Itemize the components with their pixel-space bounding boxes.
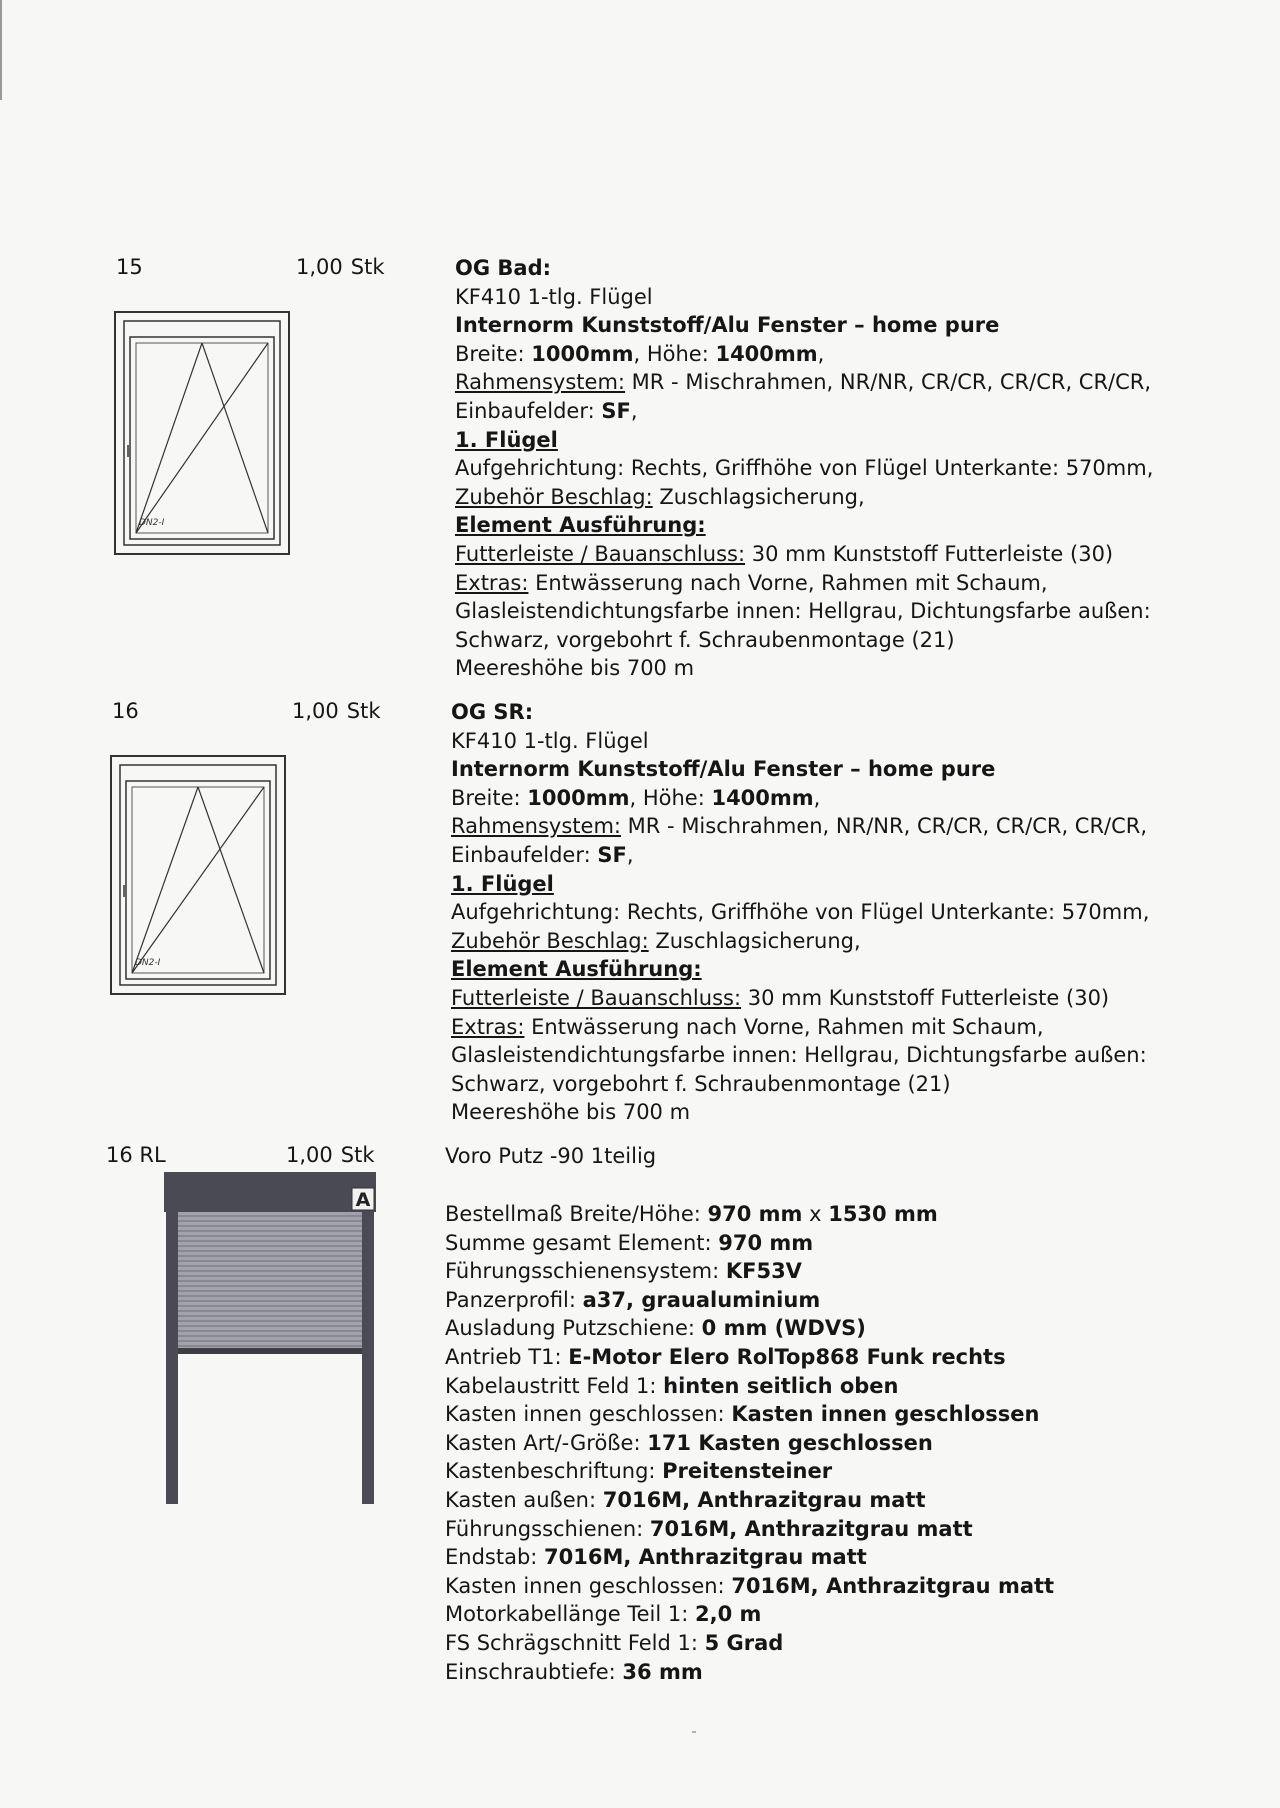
size-line: Breite: 1000mm, Höhe: 1400mm, — [455, 341, 825, 366]
shutter-specs — [445, 1200, 1054, 1686]
meereshoehe-line: Meereshöhe bis 700 m — [455, 656, 695, 681]
product-title: Internorm Kunststoff/Alu Fenster – home pure — [451, 757, 996, 782]
spec-label: Führungsschienen: — [445, 1516, 650, 1541]
fluegel-heading: 1. Flügel — [455, 427, 558, 452]
spec-line — [445, 1429, 1054, 1458]
position-number: 16 — [112, 699, 139, 723]
shutter-end-bar — [178, 1348, 362, 1354]
spec-line — [445, 1286, 1054, 1315]
aufgehrichtung-line: Aufgehrichtung: Rechts, Griffhöhe von Flügel Unterkante: 570mm, — [451, 900, 1150, 925]
spec-line — [445, 1543, 1054, 1572]
position-description — [451, 698, 1149, 1127]
size-line: Breite: 1000mm, Höhe: 1400mm, — [451, 785, 821, 810]
extras-line: Extras: Entwässerung nach Vorne, Rahmen mit Schaum, — [455, 570, 1048, 595]
spec-label: Panzerprofil: — [445, 1287, 583, 1312]
rahmensystem-line: Rahmensystem: MR - Mischrahmen, NR/NR, CR/CR, CR/CR, CR/CR, — [455, 370, 1152, 395]
spec-label: FS Schrägschnitt Feld 1: — [445, 1630, 705, 1655]
spec-value: 36 mm — [622, 1659, 703, 1684]
aufgehrichtung-line: Aufgehrichtung: Rechts, Griffhöhe von Flügel Unterkante: 570mm, — [455, 456, 1154, 481]
room-label: OG Bad: — [455, 256, 552, 280]
scan-dot — [692, 1731, 696, 1733]
extras-line-2: Glasleistendichtungsfarbe innen: Hellgrau, Dichtungsfarbe außen: — [451, 1043, 1147, 1068]
spec-label: Einschraubtiefe: — [445, 1659, 623, 1684]
quantity-unit: Stk — [346, 699, 381, 723]
position-number: 16 RL — [106, 1143, 166, 1167]
shutter-slats — [178, 1216, 362, 1346]
quantity-value: 1,00 — [292, 699, 339, 723]
position-description — [455, 254, 1153, 683]
einbaufelder-line: Einbaufelder: SF, — [455, 398, 638, 423]
window-drawing — [110, 755, 286, 995]
spec-label: Antrieb T1: — [445, 1344, 569, 1369]
drawing-tag: DN2-I — [135, 958, 161, 968]
spec-value: 171 Kasten geschlossen — [647, 1430, 933, 1455]
spec-label: Kasten Art/-Größe: — [445, 1430, 648, 1455]
spec-value: KF53V — [725, 1259, 802, 1284]
extras-line-3: Schwarz, vorgebohrt f. Schraubenmontage (21) — [455, 627, 955, 652]
drawing-label: A — [355, 1189, 371, 1211]
room-label: OG SR: — [451, 700, 534, 724]
spec-value: Preitensteiner — [662, 1459, 833, 1484]
left-guide-rail — [166, 1212, 178, 1504]
spec-value-2: 1530 mm — [828, 1202, 938, 1226]
position-quantity — [296, 254, 385, 280]
spec-label: Kasten innen geschlossen: — [445, 1573, 732, 1598]
element-heading: Element Ausführung: — [451, 957, 702, 982]
spec-line — [445, 1572, 1054, 1601]
quantity-unit: Stk — [340, 1143, 375, 1167]
model-line: KF410 1-tlg. Flügel — [451, 728, 649, 753]
model-line: KF410 1-tlg. Flügel — [455, 284, 653, 309]
spec-label: Summe gesamt Element: — [445, 1230, 719, 1255]
meereshoehe-line: Meereshöhe bis 700 m — [451, 1100, 691, 1125]
spec-label: Kastenbeschriftung: — [445, 1459, 663, 1484]
fluegel-heading: 1. Flügel — [451, 871, 554, 896]
spec-line — [445, 1629, 1054, 1658]
spec-value: hinten seitlich oben — [663, 1373, 899, 1398]
spec-value: Kasten innen geschlossen — [731, 1402, 1040, 1427]
spec-line — [445, 1372, 1054, 1401]
spec-label: Bestellmaß Breite/Höhe: — [445, 1202, 708, 1226]
einbaufelder-line: Einbaufelder: SF, — [451, 842, 634, 867]
futterleiste-line: Futterleiste / Bauanschluss: 30 mm Kunststoff Futterleiste (30) — [455, 541, 1114, 566]
drawing-tag: DN2-I — [139, 518, 165, 528]
futterleiste-line: Futterleiste / Bauanschluss: 30 mm Kunststoff Futterleiste (30) — [451, 985, 1110, 1010]
quantity-unit: Stk — [350, 255, 385, 279]
spec-line — [445, 1257, 1054, 1286]
spec-label: Motorkabellänge Teil 1: — [445, 1602, 696, 1627]
quantity-value: 1,00 — [296, 255, 343, 279]
spec-value: 7016M, Anthrazitgrau matt — [649, 1516, 973, 1541]
position-quantity — [286, 1142, 375, 1168]
quantity-value: 1,00 — [286, 1143, 333, 1167]
spec-line — [445, 1400, 1054, 1429]
spec-value: 7016M, Anthrazitgrau matt — [602, 1487, 926, 1512]
spec-value: E-Motor Elero RolTop868 Funk rechts — [568, 1344, 1006, 1369]
spec-line — [445, 1658, 1054, 1687]
extras-line-3: Schwarz, vorgebohrt f. Schraubenmontage (21) — [451, 1071, 951, 1096]
shutter-curtain — [178, 1212, 362, 1354]
right-guide-rail — [362, 1212, 374, 1504]
spec-line — [445, 1343, 1054, 1372]
spec-label: Kasten innen geschlossen: — [445, 1402, 732, 1427]
spec-line — [445, 1515, 1054, 1544]
spec-value: 970 mm — [707, 1202, 803, 1226]
spec-line — [445, 1486, 1054, 1515]
zubehoer-line: Zubehör Beschlag: Zuschlagsicherung, — [455, 484, 865, 509]
element-heading: Element Ausführung: — [455, 513, 706, 538]
spec-value: 2,0 m — [695, 1602, 762, 1627]
window-drawing — [114, 311, 290, 555]
product-title: Internorm Kunststoff/Alu Fenster – home pure — [455, 313, 1000, 338]
shutter-box — [164, 1172, 376, 1212]
spec-label: Kasten außen: — [445, 1487, 603, 1512]
rahmensystem-line: Rahmensystem: MR - Mischrahmen, NR/NR, CR/CR, CR/CR, CR/CR, — [451, 814, 1148, 839]
spec-value: 0 mm (WDVS) — [701, 1316, 866, 1341]
spec-line — [445, 1314, 1054, 1343]
spec-line — [445, 1457, 1054, 1486]
spec-value: 5 Grad — [704, 1630, 784, 1655]
spec-value: a37, graualuminium — [582, 1287, 821, 1312]
position-quantity — [292, 698, 381, 724]
zubehoer-line: Zubehör Beschlag: Zuschlagsicherung, — [451, 928, 861, 953]
spec-label: Kabelaustritt Feld 1: — [445, 1373, 664, 1398]
position-number: 15 — [116, 255, 143, 279]
shutter-product: Voro Putz -90 1teilig — [445, 1144, 657, 1168]
spec-line — [445, 1229, 1054, 1258]
spec-label: Ausladung Putzschiene: — [445, 1316, 702, 1341]
spec-line — [445, 1200, 1054, 1229]
spec-label: Führungsschienensystem: — [445, 1259, 726, 1284]
spec-value: 7016M, Anthrazitgrau matt — [544, 1545, 867, 1570]
spec-line — [445, 1600, 1054, 1629]
shutter-drawing — [164, 1172, 376, 1504]
spec-label: Endstab: — [445, 1545, 545, 1570]
spec-separator: x — [802, 1202, 829, 1226]
extras-line-2: Glasleistendichtungsfarbe innen: Hellgrau, Dichtungsfarbe außen: — [455, 599, 1151, 624]
spec-value: 970 mm — [718, 1230, 814, 1255]
extras-line: Extras: Entwässerung nach Vorne, Rahmen mit Schaum, — [451, 1014, 1044, 1039]
spec-value: 7016M, Anthrazitgrau matt — [731, 1573, 1055, 1598]
